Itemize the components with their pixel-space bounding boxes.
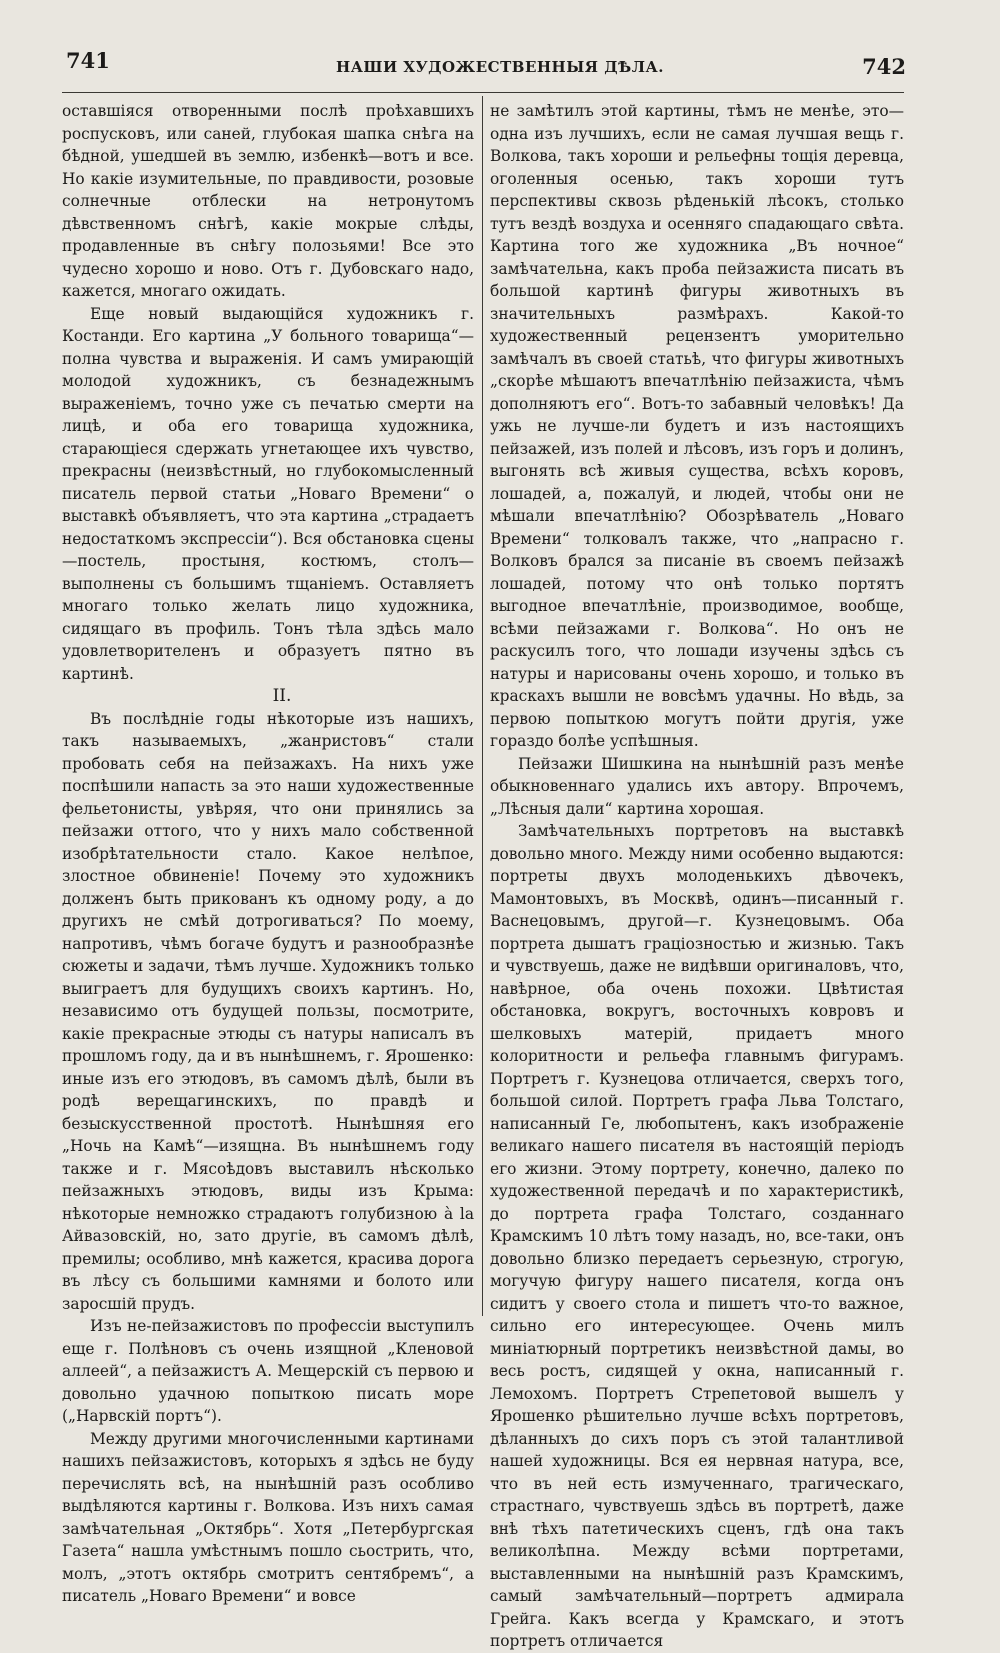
paragraph: Еще новый выдающійся художникъ г. Костанди. Его картина „У больного товарища“—полна чувства и выраженія. И самъ умирающій молодой художникъ, съ безнадежнымъ выраженіемъ, точно уже съ печатью смерти на лицѣ, и оба его товарища художника, старающіеся сдержать угнетающее ихъ чувство, прекрасны (неизвѣстный, но глубокомысленный писатель первой статьи „Новаго Времени“ о выставкѣ объявляетъ, что эта картина „страдаетъ недостаткомъ экспрессіи“). Вся обстановка сцены—постель, простыня, костюмъ, столъ—выполнены съ большимъ тщаніемъ. Оставляетъ многаго только желать лицо художника, сидящаго въ профиль. Тонъ тѣла здѣсь мало удовлетворителенъ и образуетъ пятно въ картинѣ.: [62, 304, 475, 683]
paragraph: Въ послѣдніе годы нѣкоторые изъ нашихъ, такъ называемыхъ, „жанристовъ“ стали пробовать себя на пейзажахъ. На нихъ уже поспѣшили напасть за это наши художественные фельетонисты, увѣряя, что они принялись за пейзажи оттого, что у нихъ мало собственной изобрѣтательности стало. Какое нелѣпое, злостное обвиненіе! Почему это художникъ долженъ быть прикованъ къ одному роду, а до другихъ не смѣй дотрогиваться? По моему, напротивъ, чѣмъ богаче будутъ и разнообразнѣе сюжеты и задачи, тѣмъ лучше. Художникъ только выиграетъ для будущихъ своихъ картинъ. Но, независимо отъ будущей пользы, посмотрите, какіе прекрасные этюды съ натуры написалъ въ прошломъ году, да и въ нынѣшнемъ, г. Ярошенко: иные изъ его этюдовъ, въ самомъ дѣлѣ, были въ родѣ верещагинскихъ, по правдѣ и безыскусственной простотѣ. Нынѣшняя его „Ночь на Камѣ“—изящна. Въ нынѣшнемъ году также и г. Мясоѣдовъ выставилъ нѣсколько пейзажныхъ этюдовъ, виды изъ Крыма: нѣкоторые немножко страдаютъ голубизною à la Айвазовскій, но, зато другіе, въ самомъ дѣлѣ, премилы; особливо, мнѣ кажется, красива дорога въ лѣсу съ большими камнями и болото или заросшій прудъ.: [62, 709, 474, 1313]
paragraph: Замѣчательныхъ портретовъ на выставкѣ довольно много. Между ними особенно выдаются: портреты двухъ молоденькихъ дѣвочекъ, Мамонтовыхъ, въ Москвѣ, одинъ—писанный г. Васнецовымъ, другой—г. Кузнецовымъ. Оба портрета дышатъ граціозностью и жизнью. Такъ и чувствуешь, даже не видѣвши оригиналовъ, что, навѣрное, оба очень похожи. Цвѣтистая обстановка, вокругъ, восточныхъ ковровъ и шелковыхъ матерій, придаетъ много колоритности и рельефа главнымъ фигурамъ. Портретъ г. Кузнецова отличается, сверхъ того, большой силой. Портретъ графа Льва Толстаго, написанный Ге, любопытенъ, какъ изображеніе великаго нашего писателя въ настоящій періодъ его жизни. Этому портрету, конечно, далеко по художественной передачѣ и по характеристикѣ, до портрета графа Толстаго, созданнаго Крамскимъ 10 лѣтъ тому назадъ, но, все-таки, онъ довольно близко передаетъ серьезную, строгую, могучую фигуру нашего писателя, когда онъ сидитъ у своего стола и пишетъ что-то важное, сильно его интересующее. Очень милъ миніатюрный портретикъ неизвѣстной дамы, во весь ростъ, сидящей у окна, написанный г. Лемохомъ. Портретъ Стрепетовой вышелъ у Ярошенко рѣшительно лучше всѣхъ портретовъ, дѣланныхъ до сихъ поръ съ этой талантливой нашей художницы. Вся ея нервная натура, все, что въ ней есть измученнаго, трагическаго, страстнаго, чувствуешь здѣсь въ портретѣ, даже внѣ тѣхъ патетическихъ сценъ, гдѣ она такъ великолѣпна. Между всѣми портретами, выставленными на нынѣшній разъ Крамскимъ, самый замѣчательный—портретъ адмирала Грейга. Какъ всегда у Крамскаго, и этотъ портретъ отличается: [490, 822, 904, 1650]
paragraph: Между другими многочисленными картинами нашихъ пейзажистовъ, которыхъ я здѣсь не буду перечислять всѣ, на нынѣшній разъ особливо выдѣляются картины г. Волкова. Изъ нихъ самая замѣчательная „Октябрь“. Хотя „Петербургская Газета“ нашла умѣстнымъ пошло сьострить, что, молъ, „этотъ октябрь смотритъ сентябремъ“, а писатель „Новаго Времени“ и вовсе: [62, 1429, 474, 1605]
page-number-left: 741: [66, 48, 110, 73]
section-heading: II.: [272, 686, 292, 706]
header-rule: [62, 92, 904, 93]
column-divider: [482, 96, 483, 1316]
paragraph: оставшіяся отворенными послѣ проѣхавшихъ роспусковъ, или саней, глубокая шапка снѣга на бѣдной, ушедшей въ землю, избенкѣ—вотъ и все. Но какіе изумительные, по правдивости, розовые солнечные отблески на нетронутомъ дѣвственномъ снѣгѣ, какіе мокрые слѣды, продавленные въ снѣгу полозьями! Все это чудесно хорошо и ново. Отъ г. Дубовскаго надо, кажется, многаго ожидать.: [62, 102, 474, 300]
paragraph: Изъ не-пейзажистовъ по профессіи выступилъ еще г. Полѣновъ съ очень изящной „Кленовой аллеей“, а пейзажистъ А. Мещерскій съ первою и довольно удачною попыткою писать море („Нарвскій портъ“).: [62, 1317, 474, 1425]
page-number-right: 742: [862, 54, 906, 79]
running-title: НАШИ ХУДОЖЕСТВЕННЫЯ ДѢЛА.: [336, 58, 664, 76]
paragraph: Пейзажи Шишкина на нынѣшній разъ менѣе обыкновеннаго удались ихъ автору. Впрочемъ, „Лѣсныя дали“ картина хорошая.: [490, 754, 904, 818]
left-column: [62, 100, 474, 1608]
page-header: [0, 48, 1000, 88]
right-column: [490, 100, 904, 1653]
paragraph: не замѣтилъ этой картины, тѣмъ не менѣе, это—одна изъ лучшихъ, если не самая лучшая вещь г. Волкова, такъ хороши и рельефны тощія деревца, оголенныя осенью, такъ хороши тутъ перспективы сквозь рѣденькій лѣсокъ, столько тутъ вездѣ воздуха и осенняго спадающаго свѣта. Картина того же художника „Въ ночное“ замѣчательна, какъ проба пейзажиста писать въ большой картинѣ фигуры животныхъ въ значительныхъ размѣрахъ. Какой-то художественный рецензентъ уморительно замѣчалъ въ своей статьѣ, что фигуры животныхъ „скорѣе мѣшаютъ впечатлѣнію пейзажиста, чѣмъ дополняютъ его“. Вотъ-то забавный человѣкъ! Да ужь не лучше-ли будетъ и изъ настоящихъ пейзажей, изъ полей и лѣсовъ, изъ горъ и долинъ, выгонять всѣ живыя существа, всѣхъ коровъ, лошадей, а, пожалуй, и людей, чтобы они не мѣшали впечатлѣнію? Обозрѣватель „Новаго Времени“ толковалъ также, что „напрасно г. Волковъ брался за писаніе въ своемъ пейзажѣ лошадей, потому что онѣ только портятъ выгодное впечатлѣніе, производимое, вообще, всѣми пейзажами г. Волкова“. Но онъ не раскусилъ того, что лошади изучены здѣсь съ натуры и нарисованы очень хорошо, и только въ краскахъ вышли не вовсѣмъ удачны. Но вѣдь, за первою попыткою могутъ пойти другія, уже гораздо болѣе успѣшныя.: [490, 102, 904, 750]
